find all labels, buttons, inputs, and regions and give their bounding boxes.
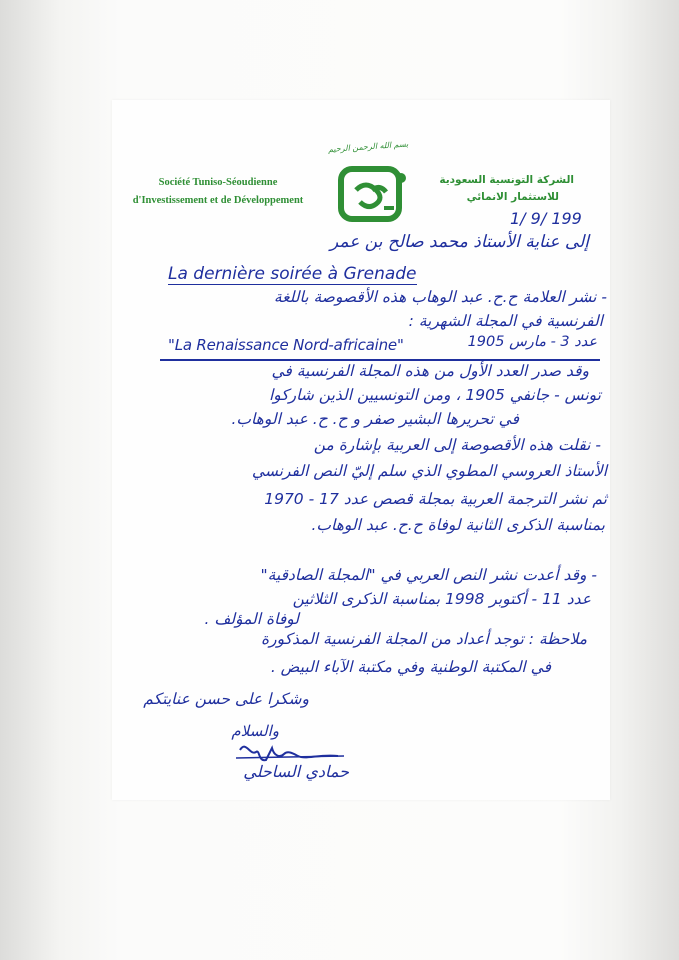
para2-line3: ثم نشر الترجمة العربية بمجلة قصص عدد 17 - 1970	[264, 490, 607, 508]
para1-line4: وقد صدر العدد الأول من هذه المجلة الفرنسية في	[271, 362, 589, 380]
para1-issue: عدد 3 - مارس 1905	[467, 334, 597, 350]
para2-line1: - نقلت هذه الأقصوصة إلى العربية بإشارة من	[313, 436, 601, 454]
para2-line2: الأستاذ العروسي المطوي الذي سلم إليّ النص الفرنسي	[251, 462, 607, 480]
note-line1: ملاحظة : توجد أعداد من المجلة الفرنسية المذكورة	[260, 630, 587, 648]
company-name-ar-line2: للاستثمار الانمائي	[466, 191, 559, 203]
company-name-fr-line1: Société Tuniso-Séoudienne	[158, 177, 278, 188]
closing-salutation: والسلام	[231, 722, 279, 740]
company-logo	[338, 164, 410, 224]
para1-line6: في تحريرها البشير صفر و ح. ح. عبد الوهاب.	[231, 410, 519, 428]
para1-review-title: "La Renaissance Nord-africaine"	[168, 336, 404, 354]
company-name-ar-line1: الشركة التونسية السعودية	[439, 174, 574, 186]
para3-line2: عدد 11 - أكتوبر 1998 بمناسبة الذكرى الثلاثين	[292, 590, 591, 608]
thanks-line: وشكرا على حسن عنايتكم	[143, 690, 309, 708]
para1-line2: الفرنسية في المجلة الشهرية :	[408, 312, 603, 330]
story-title-fr: La dernière soirée à Grenade	[168, 264, 417, 284]
para3-line1: - وقد أعدت نشر النص العربي في "المجلة الصادقية"	[260, 566, 597, 584]
letter-date: 1/ 9/ 199	[510, 209, 582, 228]
para1-line5: تونس - جانفي 1905 ، ومن التونسيين الذين شاركوا	[268, 386, 601, 404]
para1-line1: - نشر العلامة ح.ح. عبد الوهاب هذه الأقصوصة باللغة	[273, 288, 607, 306]
bismillah: بسم الله الرحمن الرحيم	[327, 139, 409, 155]
company-name-fr-line2: d'Investissement et de Développement	[132, 195, 304, 206]
underline-review	[160, 359, 600, 361]
signer-name: حمادي الساحلي	[243, 762, 349, 781]
para2-line4: بمناسبة الذكرى الثانية لوفاة ح.ح. عبد الوهاب.	[311, 516, 605, 534]
para3-line3: لوفاة المؤلف .	[204, 610, 299, 628]
addressee-line: إلى عناية الأستاذ محمد صالح بن عمر	[330, 232, 589, 252]
note-line2: في المكتبة الوطنية وفي مكتبة الآباء البيض .	[270, 658, 551, 676]
